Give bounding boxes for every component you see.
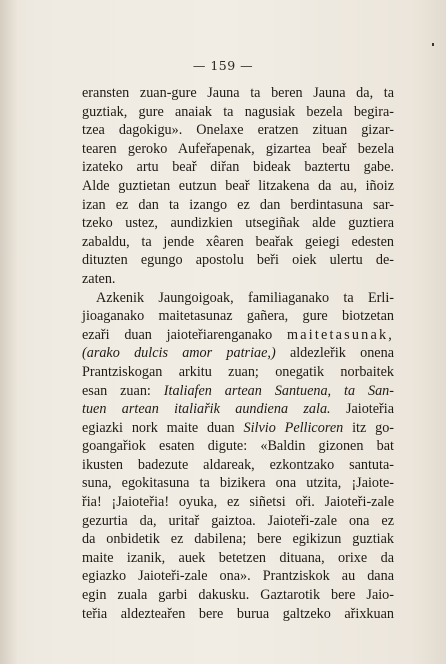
text-line: gezurtia da, uritař gaiztoa. Jaioteři-zale ona ez xyxy=(82,512,394,529)
text-line: suna, egokitasuna ta bizikera ona utzita, ¡Jaiote- xyxy=(82,475,394,492)
text-line: guztiak, gure anaiak ta nagusiak bezela begira- xyxy=(82,103,394,120)
ink-speck xyxy=(432,43,434,46)
text-line: Azkenik Jaungoigoak, familiaganako ta Erli- xyxy=(96,289,394,306)
page-gutter-shadow xyxy=(0,0,18,664)
body-text xyxy=(82,84,394,623)
text-line: maite izanik, auek betetzen dituana, orixe da xyxy=(82,549,394,566)
text-run: aldezleřik onena xyxy=(275,345,394,362)
text-line: dituzten egungo apostolu beři oiek ulertu de- xyxy=(82,252,394,269)
text-run: ezaři duan jaioteřiarenganako xyxy=(82,326,287,343)
text-run: egiazki nork maite duan xyxy=(82,419,244,436)
text-line: zaten. xyxy=(82,270,116,287)
text-line: Alde guztietan eutzun beař litzakena da au, iñoiz xyxy=(82,177,394,194)
text-line: tearen geroko Aufeřapenak, gizartea beař bezela xyxy=(82,140,394,157)
text-line: ikusten badezute aldareak, ezkontzako santuta- xyxy=(82,456,394,473)
text-run: itz go- xyxy=(343,419,395,436)
text-line xyxy=(82,419,394,438)
text-line: egin zuala garbi dakusku. Gaztarotik bere Jaio- xyxy=(82,587,394,604)
text-line: řia! ¡Jaioteřia! oyuka, ez siñetsi oři. Jaioteři-zale xyxy=(82,494,394,511)
text-line xyxy=(82,400,394,419)
text-line xyxy=(82,326,394,345)
italic-quote: (arako dulcis amor patriae,) xyxy=(82,345,276,362)
text-run: esan zuan: xyxy=(82,382,164,399)
text-line: Prantziskogan arkitu zuan; onegatik norbaitek xyxy=(82,363,394,380)
text-line: tzeko ustez, aundizkien utsegiñak alde guztiera xyxy=(82,215,394,232)
text-line: tzea dagokigu». Onelaxe eratzen zituan gizar- xyxy=(82,122,394,139)
text-line: jioaganako maitetasunaz gañera, gure biotzetan xyxy=(82,308,394,325)
text-line xyxy=(82,344,394,363)
text-line: teřia aldezteařen bere burua galtzeko ařixkuan xyxy=(82,605,394,622)
spaced-emphasis: maitetasunak, xyxy=(287,326,394,343)
page-number: — 159 — xyxy=(192,58,254,73)
text-line: egiazko Jaioteři-zale ona». Prantziskok au dana xyxy=(82,568,394,585)
italic-quote: Italiafen artean Santuena, ta San- xyxy=(163,382,394,399)
text-line: eransten zuan-gure Jauna ta beren Jauna da, ta xyxy=(82,85,394,101)
text-line: goangařiok esaten digute: «Baldin gizonen bat xyxy=(82,438,394,455)
text-line: izan ez dan ta izango ez dan berdintasuna sar- xyxy=(82,196,394,213)
text-line xyxy=(82,382,394,401)
italic-quote: tuen artean italiařik aundiena zala. xyxy=(82,401,331,418)
text-line: zabaldu, ta jende xêaren beařak geiegi edesten xyxy=(82,233,394,250)
text-run: Jaioteřia xyxy=(330,401,394,418)
italic-name: Silvio Pellicoren xyxy=(243,419,344,436)
text-line: da onbidetik ez dabilena; bere egikizun guztiak xyxy=(82,531,394,548)
text-line: izateko artu beař diřan bideak baztertu gabe. xyxy=(82,159,394,176)
